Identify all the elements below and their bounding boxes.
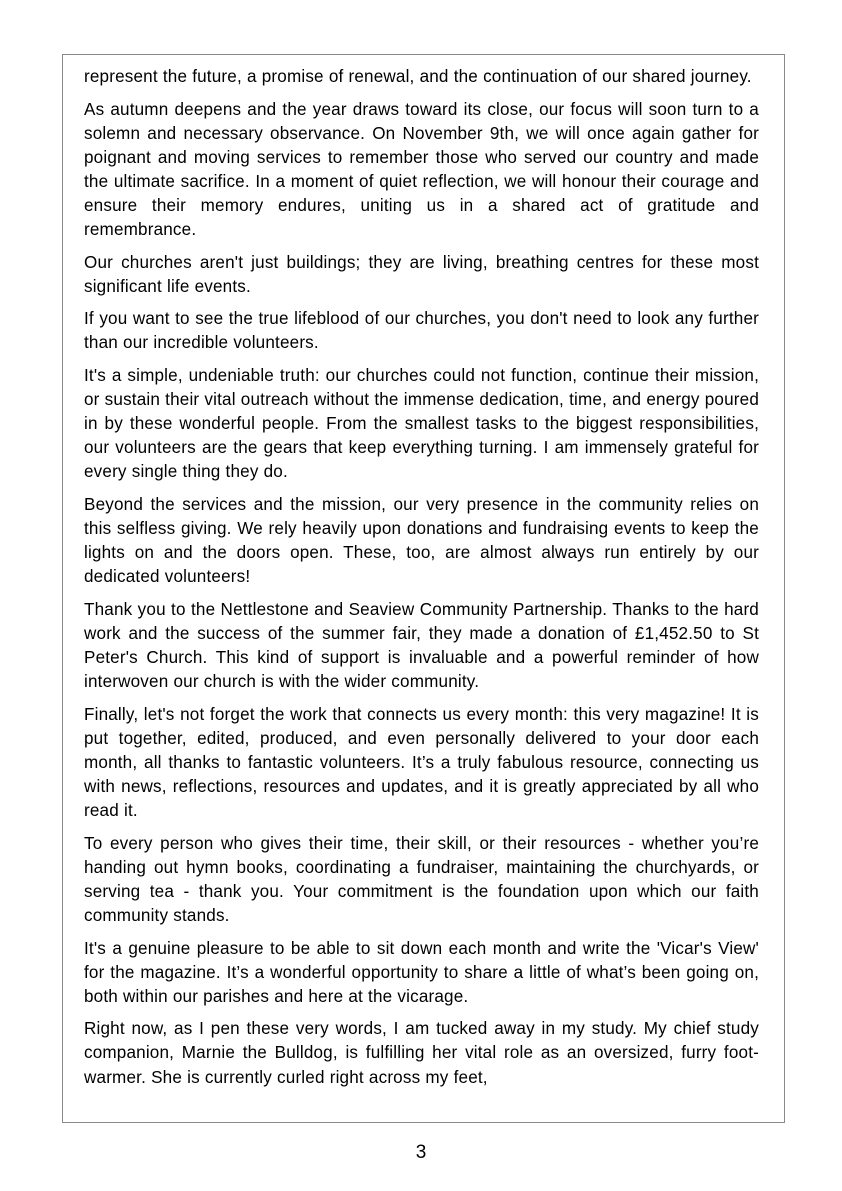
paragraph: Finally, let's not forget the work that connects us every month: this very magazine! It is put together, edited, produced, and even personally delivered to your door each month, all thanks to fantastic volunteers. It’s a truly fabulous resource, connecting us with news, reflections, resources and updates, and it is greatly appreciated by all who read it. [84,704,759,821]
article-body [84,65,759,1090]
paragraph: It's a genuine pleasure to be able to sit down each month and write the 'Vicar's View' for the magazine. It’s a wonderful opportunity to share a little of what’s been going on, both within our parishes and here at the vicarage. [84,938,759,1006]
paragraph: As autumn deepens and the year draws toward its close, our focus will soon turn to a solemn and necessary observance. On November 9th, we will once again gather for poignant and moving services to remember those who served our country and made the ultimate sacrifice. In a moment of quiet reflection, we will honour their courage and ensure their memory endures, uniting us in a shared act of gratitude and remembrance. [84,99,759,240]
paragraph: It's a simple, undeniable truth: our churches could not function, continue their mission, or sustain their vital outreach without the immense dedication, time, and energy poured in by these wonderful people. From the smallest tasks to the biggest responsibilities, our volunteers are the gears that keep everything turning. I am immensely grateful for every single thing they do. [84,366,759,482]
paragraph: To every person who gives their time, their skill, or their resources - whether you’re handing out hymn books, coordinating a fundraiser, maintaining the churchyards, or serving tea - thank you. Your commitment is the foundation upon which our faith community stands. [84,833,759,925]
paragraph: Our churches aren't just buildings; they are living, breathing centres for these most significant life events. [84,252,759,296]
paragraph: Right now, as I pen these very words, I am tucked away in my study. My chief study companion, Marnie the Bulldog, is fulfilling her vital role as an oversized, furry foot-warmer. She is currently curled right across my feet, [84,1019,759,1087]
paragraph: represent the future, a promise of renewal, and the continuation of our shared journey. [84,67,752,86]
text-frame-border [62,54,785,1123]
paragraph: Thank you to the Nettlestone and Seaview Community Partnership. Thanks to the hard work and the success of the summer fair, they made a donation of £1,452.50 to St Peter's Church. This kind of support is invaluable and a powerful reminder of how interwoven our church is with the wider community. [84,599,759,692]
paragraph: If you want to see the true lifeblood of our churches, you don't need to look any further than our incredible volunteers. [84,309,759,353]
page-number: 3 [415,1142,427,1163]
paragraph: Beyond the services and the mission, our very presence in the community relies on this selfless giving. We rely heavily upon donations and fundraising events to keep the lights on and the doors open. These, too, are almost always run entirely by our dedicated volunteers! [84,495,759,587]
